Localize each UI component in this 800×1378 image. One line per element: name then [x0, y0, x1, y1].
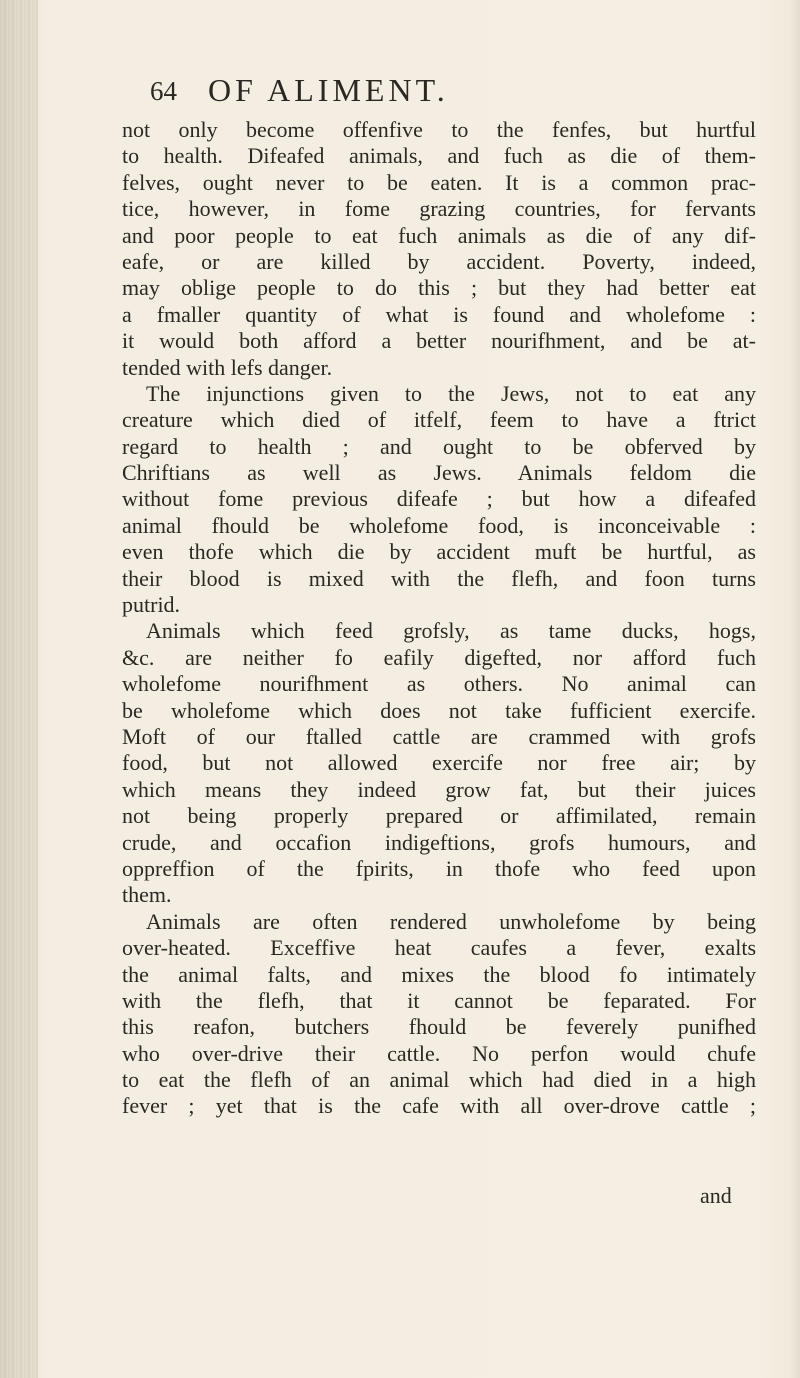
- text-line: regard to health ; and ought to be obferved by: [122, 433, 756, 459]
- text-line: their blood is mixed with the flefh, and foon turns: [122, 565, 756, 591]
- text-line: not being properly prepared or affimilated, remain: [122, 803, 756, 829]
- text-line: may oblige people to do this ; but they had better eat: [122, 275, 756, 301]
- text-line: fever ; yet that is the cafe with all over-drove cattle ;: [122, 1093, 756, 1119]
- page-edge: [790, 0, 800, 1378]
- text-line: eafe, or are killed by accident. Poverty, indeed,: [122, 248, 756, 274]
- page-binding-shadow: [0, 0, 38, 1378]
- text-line: tended with lefs danger.: [122, 354, 333, 380]
- text-line: to eat the flefh of an animal which had died in a high: [122, 1067, 756, 1093]
- text-line: wholefome nourifhment as others. No animal can: [122, 671, 756, 697]
- text-line: without fome previous difeafe ; but how a difeafed: [122, 486, 756, 512]
- text-line: The injunctions given to the Jews, not to eat any: [146, 380, 756, 406]
- text-line: &c. are neither fo eafily digefted, nor afford fuch: [122, 644, 756, 670]
- text-line: Animals which feed grofsly, as tame ducks, hogs,: [146, 618, 756, 644]
- text-line: even thofe which die by accident muft be hurtful, as: [122, 539, 756, 565]
- text-line: with the flefh, that it cannot be feparated. For: [122, 987, 756, 1013]
- text-line: food, but not allowed exercife nor free air; by: [122, 750, 756, 776]
- running-head: OF ALIMENT.: [208, 72, 449, 108]
- text-line: a fmaller quantity of what is found and wholefome :: [122, 301, 756, 327]
- page-header: [150, 70, 750, 110]
- text-line: putrid.: [122, 592, 181, 618]
- text-line: creature which died of itfelf, feem to have a ftrict: [122, 407, 756, 433]
- text-line: tice, however, in fome grazing countries, for fervants: [122, 196, 756, 222]
- text-line: oppreffion of the fpirits, in thofe who feed upon: [122, 855, 756, 881]
- text-line: this reafon, butchers fhould be feverely punifhed: [122, 1014, 756, 1040]
- text-line: crude, and occafion indigeftions, grofs humours, and: [122, 829, 756, 855]
- text-line: the animal falts, and mixes the blood fo intimately: [122, 961, 756, 987]
- page-number: 64: [150, 76, 177, 106]
- text-line: over-heated. Exceffive heat caufes a fever, exalts: [122, 935, 756, 961]
- text-line: animal fhould be wholefome food, is inconceivable :: [122, 512, 756, 538]
- text-line: Moft of our ftalled cattle are crammed with grofs: [122, 723, 756, 749]
- text-line: who over-drive their cattle. No perfon would chufe: [122, 1040, 756, 1066]
- text-line: felves, ought never to be eaten. It is a common prac-: [122, 169, 756, 195]
- text-line: which means they indeed grow fat, but their juices: [122, 776, 756, 802]
- text-line: Chriftians as well as Jews. Animals feldom die: [122, 460, 756, 486]
- catchword: and: [700, 1183, 732, 1208]
- text-line: to health. Difeafed animals, and fuch as die of them-: [122, 143, 756, 169]
- text-line: them.: [122, 882, 172, 908]
- text-line: Animals are often rendered unwholefome by being: [146, 908, 756, 934]
- body-text: [122, 117, 756, 1120]
- text-line: and poor people to eat fuch animals as die of any dif-: [122, 222, 756, 248]
- text-line: it would both afford a better nourifhment, and be at-: [122, 328, 756, 354]
- text-line: not only become offenfive to the fenfes, but hurtful: [122, 117, 756, 142]
- text-line: be wholefome which does not take fufficient exercife.: [122, 697, 756, 723]
